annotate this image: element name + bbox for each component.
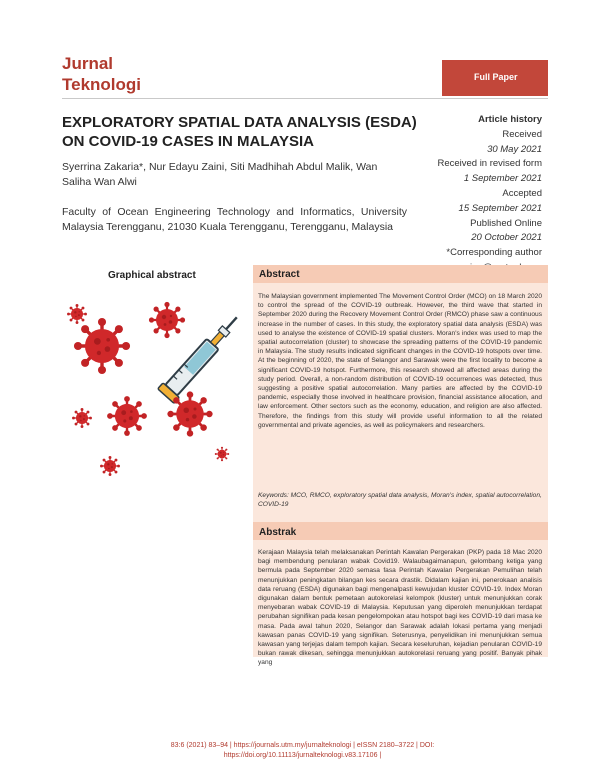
full-paper-label: Full Paper — [474, 72, 518, 82]
virus-icon-small — [67, 304, 87, 324]
revised-date: 1 September 2021 — [463, 173, 542, 185]
accepted-date: 15 September 2021 — [458, 202, 542, 214]
paper-title-line1: EXPLORATORY SPATIAL DATA ANALYSIS (ESDA) — [62, 114, 417, 131]
abstrak-title: Abstrak — [259, 527, 297, 538]
received-label: Received — [502, 128, 542, 140]
footer-citation[interactable]: 83:6 (2021) 83–94 | https://journals.utm.my/jurnalteknologi | eISSN 2180–3722 | DOI: — [170, 742, 435, 749]
revised-label: Received in revised form — [437, 158, 542, 170]
virus-icon — [149, 302, 185, 338]
abstract-keywords — [258, 491, 542, 509]
header-divider — [62, 98, 548, 99]
virus-icon-small — [100, 456, 120, 476]
article-history — [412, 113, 542, 276]
affiliation: Faculty of Ocean Engineering Technology and Informatics, University Malaysia Terengganu, 21030 Kuala Terengganu, Terengganu, Malaysia — [62, 206, 407, 233]
abstract-body: The Malaysian government implemented The Movement Control Order (MCO) on 18 March 2020 to control the spread of the COVID-19 outbreak. However, the third wave that started in September 2020 during the Recovery Movement Control Order (RMCO) phase saw a continuous increase in the number of cases. In this study, the exploratory spatial data analysis (ESDA) was used to analyse the existence of COVID-19 spatial clusters. Moran's index was used to map the spatial autocorrelation (cluster) to showcase the spreading patterns of the COVID-19 pandemic in Malaysia. The study results indicated significant changes in the COVID-19 hotspots over time. At the beginning of 2020, the state of Selangor and Sarawak were the first locality to become a significant COVID-19 hotspot. Furthermore, this research showed all affected areas during the study period. Overall, a non-random distribution of COVID-19 occurrences was detected, thus suggesting a positive spatial autocorrelation. Many parties are affected by the COVID-19 pandemic, especially those involved in healthcare provision, financial assistance allocation, and law enforcement. Other sectors such as the economy, education, and religion are also affected. Therefore, the findings from this study will provide useful information to all the related governmental and private agencies, as well as policymakers and researchers. — [258, 293, 542, 429]
journal-name-line1: Jurnal — [62, 54, 114, 73]
keywords-label: Keywords: — [258, 492, 289, 499]
abstrak-header — [253, 522, 548, 540]
footer-doi[interactable]: https://doi.org/10.11113/jurnalteknologi.v83.17106 | — [223, 752, 382, 759]
graphical-abstract-title: Graphical abstract — [108, 270, 196, 281]
virus-icon-small — [215, 447, 229, 461]
author-list: Syerrina Zakaria*, Nur Edayu Zaini, Siti Madhihah Abdul Malik, Wan Saliha Wan Alwi — [62, 161, 378, 188]
graphical-abstract-image — [62, 286, 250, 482]
corresponding-label: *Corresponding author — [446, 247, 542, 259]
virus-icon — [167, 391, 212, 436]
received-date: 30 May 2021 — [487, 143, 542, 155]
page-footer — [140, 741, 465, 761]
paper-title — [62, 113, 422, 151]
journal-logo — [62, 53, 141, 95]
virus-icon — [107, 396, 147, 436]
published-label: Published Online — [470, 217, 542, 229]
virus-icon-small — [72, 408, 92, 428]
paper-title-line2: ON COVID-19 CASES IN MALAYSIA — [62, 133, 314, 150]
keywords-list: MCO, RMCO, exploratory spatial data analysis, Moran's index, spatial autocorrelation, COVID-19 — [258, 492, 542, 509]
abstract-title: Abstract — [259, 269, 300, 280]
history-title: Article history — [478, 114, 542, 125]
virus-icon-large — [74, 318, 130, 374]
accepted-label: Accepted — [502, 187, 542, 199]
published-date: 20 October 2021 — [471, 232, 542, 244]
journal-name-line2: Teknologi — [62, 75, 142, 94]
abstrak-body: Kerajaan Malaysia telah melaksanakan Perintah Kawalan Pergerakan (PKP) pada 18 Mac 2020 bagi membendung penularan wabak Covid19. Walaubagaimanapun, gelombang ketiga yang bermula pada September 2020 semasa fasa Perintah Kawalan Pergerakan Pemulihan telah menunjukkan peningkatan bilangan kes secara drastik. Didalam kajian ini, penerokaan analisis data reruang (ESDA) digunakan bagi mengenalpasti kewujudan kluster COVID-19. Index Moran digunakan dalam bentuk pemetaan autokorelasi kelompok (kluster) untuk menunjukkan corak menyebaran wabak COVID-19 di Malaysia. Keputusan yang diperoleh menunjukkan terdapat perubahan signifikan pada kesan pengelompokan atau hotspot bagi kes COVID-19 dari masa ke masa. Pada awal tahun 2020, Selangor dan Sarawak adalah lokasi pertama yang menjadi kawasan panas COVID-19 yang signifikan. Seterusnya, penyelidikan ini menunjukkan semua kawasan yang terjejas dalam tempoh kajian. Secara keseluruhan, kejadian penularan COVID-19 bukan rawak dikesan, sehingga menunjukkan autokorelasi reruang yang positif. Banyak pihak yang — [258, 549, 542, 667]
